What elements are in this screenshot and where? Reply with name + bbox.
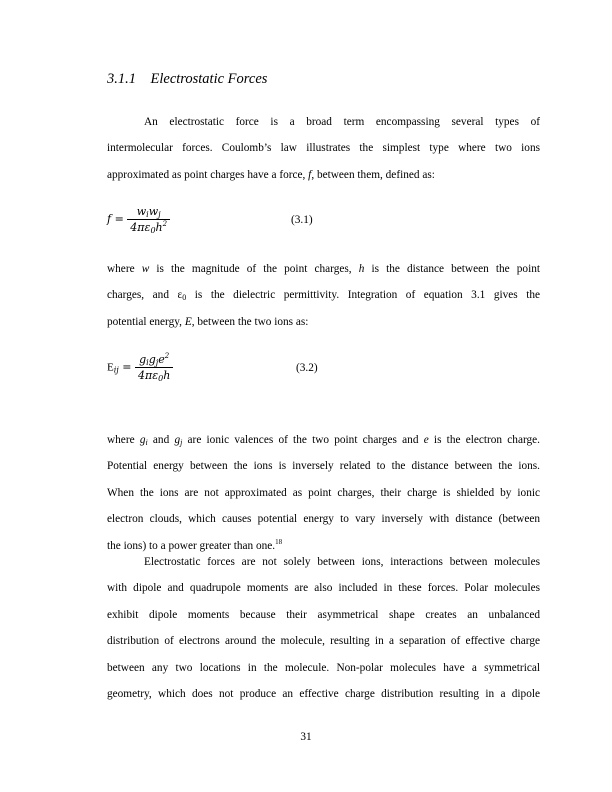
para1-line-3	[107, 162, 540, 188]
para2-text-1b: is the magnitude of the point charges,	[149, 263, 359, 275]
equation-3-1	[107, 205, 170, 234]
para2-text-1a: where	[107, 263, 142, 275]
eq2-den-sub: 0	[158, 374, 164, 383]
para3-text-1b: are ionic valences of the two point charges and	[182, 434, 424, 446]
para2-line-3	[107, 309, 540, 335]
eq2-lhs-E: E	[107, 361, 114, 374]
para4-line-1: Electrostatic forces are not solely between ions, interactions between molecules	[144, 556, 540, 568]
var-e: e	[423, 434, 429, 446]
para4-line-5: between any two locations in the molecule. Non-polar molecules have a symmetrical	[107, 661, 540, 674]
para4-line-3: exhibit dipole moments because their asymmetrical shape creates an unbalanced	[107, 608, 540, 621]
eq2-numerator	[135, 353, 173, 368]
para2-text-2a: charges, and ε	[107, 289, 183, 302]
eq1-numerator	[127, 205, 170, 220]
var-E: E	[184, 315, 192, 328]
equation-3-1-label: (3.1)	[291, 214, 313, 226]
para3-text-1a: where	[107, 434, 140, 446]
paragraph-3	[107, 427, 540, 559]
eq2-num-e: e	[158, 353, 165, 366]
eq1-lhs: f =	[107, 212, 124, 226]
para3-line-4: electron clouds, which causes potential energy to vary inversely with distance (between	[107, 513, 540, 526]
paragraph-1	[107, 109, 540, 188]
eq2-den-h: h	[163, 369, 171, 382]
equation-3-2-label: (3.2)	[296, 362, 318, 374]
para2-line-2	[107, 282, 540, 308]
eq1-num-sub-j: j	[158, 210, 161, 219]
var-gj: g	[174, 434, 181, 446]
page-number: 31	[300, 731, 312, 743]
eq1-num-w2: w	[148, 205, 159, 218]
var-h: h	[358, 263, 365, 275]
eq2-den-pre: 4πε	[138, 369, 159, 382]
eq2-lhs-sub: ij	[113, 365, 119, 375]
para3-line-3: When the ions are not approximated as point charges, their charge is shielded by ionic	[107, 486, 540, 499]
para1-line-3-text-b: , between them, defined as:	[311, 168, 435, 181]
para2-line-1	[107, 256, 540, 282]
eq1-fraction	[127, 205, 170, 234]
var-gj-sub: j	[180, 438, 183, 447]
eq1-den-pre: 4πε	[130, 221, 151, 234]
eq1-denominator	[127, 220, 170, 234]
section-title: Electrostatic Forces	[150, 71, 268, 87]
eq1-den-sup: 2	[162, 220, 168, 228]
para1-line-1: An electrostatic force is a broad term encompassing several types of	[144, 116, 540, 128]
eq1-num-w1: w	[136, 205, 147, 218]
citation-ref: 18	[275, 537, 283, 546]
eq2-num-sub-i: i	[146, 358, 149, 367]
equation-3-2	[107, 353, 173, 382]
para2-text-3a: potential energy,	[107, 315, 185, 328]
para2-text-3b: , between the two ions as:	[191, 315, 309, 328]
eq2-num-g1: g	[139, 353, 147, 366]
var-gi-sub: i	[145, 438, 148, 447]
para2-epsilon-sub: 0	[182, 293, 187, 303]
eq2-num-sup: 2	[164, 352, 170, 360]
para3-text-5: the ions) to a power greater than one.	[107, 539, 276, 552]
eq2-num-g2: g	[148, 353, 156, 366]
para2-text-2b: is the dielectric permittivity. Integration of equation 3.1 gives the	[186, 289, 541, 302]
para3-text-and: and	[147, 434, 175, 446]
para3-line-1	[107, 427, 540, 453]
eq2-fraction	[135, 353, 173, 382]
var-gi: g	[139, 434, 146, 446]
var-f: f	[308, 168, 312, 181]
paragraph-2	[107, 256, 540, 335]
para4-line-4: distribution of electrons around the molecule, resulting in a separation of effective charge	[107, 635, 540, 648]
eq2-lhs-eq: =	[118, 360, 132, 374]
para2-text-1c: is the distance between the point	[364, 263, 541, 275]
section-heading	[107, 71, 267, 88]
section-number: 3.1.1	[107, 71, 136, 87]
para3-line-2: Potential energy between the ions is inversely related to the distance between the ions.	[107, 460, 540, 473]
para4-line-6: geometry, which does not produce an effective charge distribution resulting in a dipole	[107, 688, 540, 701]
eq1-num-sub-i: i	[146, 210, 149, 219]
para1-line-2: intermolecular forces. Coulomb’s law illustrates the simplest type where two ions	[107, 142, 540, 155]
paragraph-4	[107, 549, 540, 707]
para1-line-3-text: approximated as point charges have a force,	[107, 168, 309, 181]
eq2-num-sub-j: j	[155, 358, 159, 367]
eq2-denominator	[135, 368, 173, 382]
para4-line-2: with dipole and quadrupole moments are also included in these forces. Polar molecules	[107, 582, 540, 595]
var-w: w	[141, 263, 150, 275]
para3-text-1c: is the electron charge.	[428, 434, 540, 446]
eq1-den-sub: 0	[150, 226, 156, 235]
eq1-den-h: h	[155, 221, 163, 234]
